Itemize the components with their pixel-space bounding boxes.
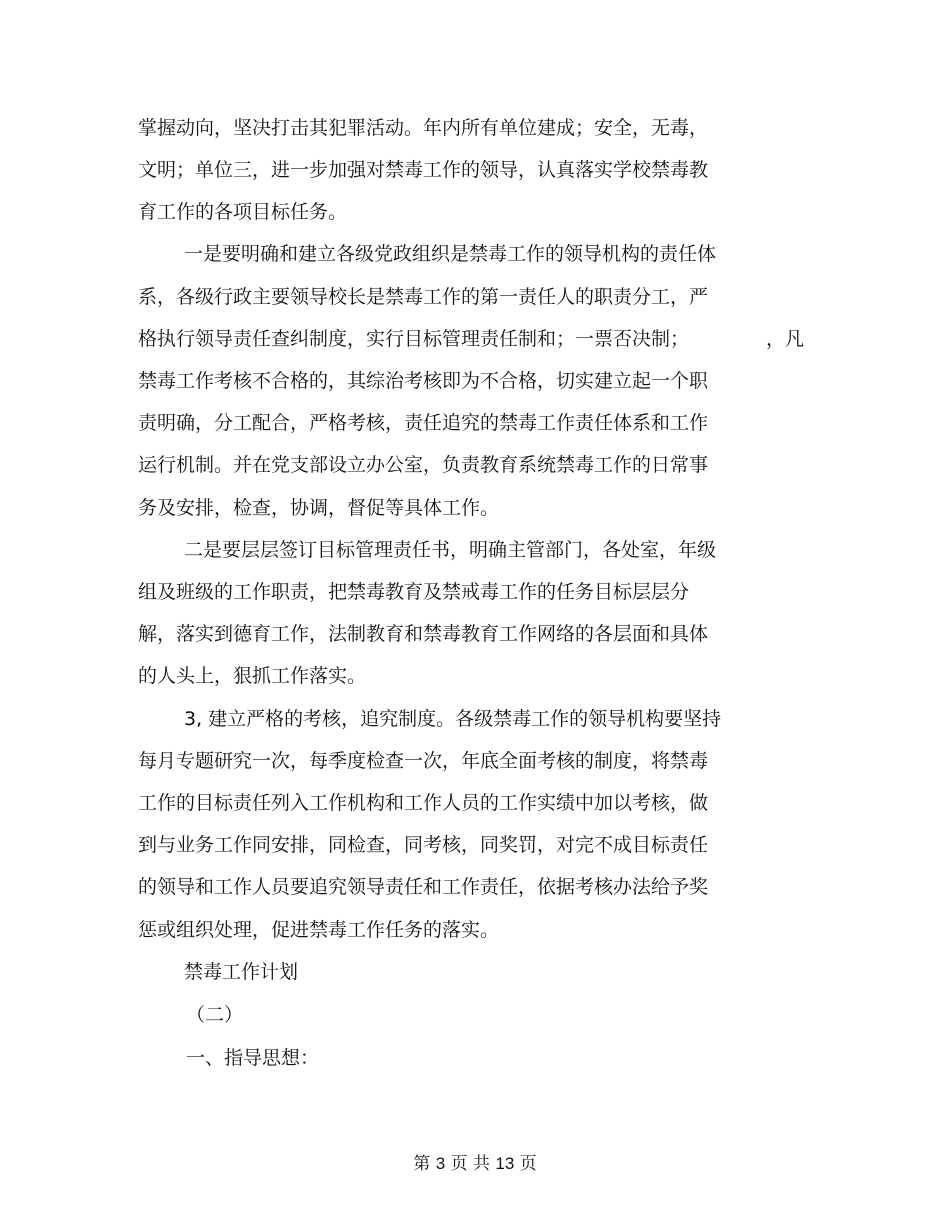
body-line: 务及安排，检查，协调，督促等具体工作。: [138, 497, 500, 519]
footer-page-number: 3: [435, 1154, 446, 1173]
paragraph-first-line: 一是要明确和建立各级党政组织是禁毒工作的领导机构的责任体: [184, 243, 717, 265]
footer-prefix: 第: [413, 1154, 431, 1174]
paragraph-first-line: 3, 建立严格的考核，追究制度。各级禁毒工作的领导机构要坚持: [184, 708, 722, 730]
body-line: 文明；单位三，进一步加强对禁毒工作的领导，认真落实学校禁毒教: [138, 159, 709, 181]
paragraph-first-line: 二是要层层签订目标管理责任书，明确主管部门，各处室，年级: [184, 539, 717, 561]
body-line: 到与业务工作同安排，同检查，同考核，同奖罚，对完不成目标责任: [138, 834, 709, 856]
section-title: 禁毒工作计划: [184, 961, 299, 983]
body-line: 工作的目标责任列入工作机构和工作人员的工作实绩中加以考核，做: [138, 792, 709, 814]
section-number: （二）: [186, 1004, 244, 1026]
body-line: 责明确，分工配合，严格考核，责任追究的禁毒工作责任体系和工作: [138, 412, 709, 434]
body-line: 惩或组织处理，促进禁毒工作任务的落实。: [138, 919, 500, 941]
body-line: 格执行领导责任查纠制度，实行目标管理责任制和；一票否决制；: [138, 328, 690, 350]
body-line: 每月专题研究一次，每季度检查一次，年底全面考核的制度，将禁毒: [138, 750, 709, 772]
footer-suffix: 页: [519, 1154, 537, 1174]
body-line: 的领导和工作人员要追究领导责任和工作责任，依据考核办法给予奖: [138, 876, 709, 898]
body-line: 系，各级行政主要领导校长是禁毒工作的第一责任人的职责分工，严: [138, 286, 709, 308]
page-footer: [0, 1153, 950, 1175]
body-line: 解，落实到德育工作，法制教育和禁毒教育工作网络的各层面和具体: [138, 623, 709, 645]
section-heading: 一、指导思想：: [186, 1047, 320, 1069]
footer-middle: 页 共: [450, 1154, 490, 1174]
body-line: 运行机制。并在党支部设立办公室，负责教育系统禁毒工作的日常事: [138, 454, 709, 476]
body-line-fragment: ，凡: [766, 328, 805, 350]
body-line: 育工作的各项目标任务。: [138, 201, 348, 223]
body-line: 掌握动向，坚决打击其犯罪活动。年内所有单位建成；安全，无毒，: [138, 117, 709, 139]
body-line: 组及班级的工作职责，把禁毒教育及禁戒毒工作的任务目标层层分: [138, 581, 690, 603]
footer-total-pages: 13: [495, 1154, 515, 1173]
body-line: 的人头上，狠抓工作落实。: [138, 665, 367, 687]
body-line: 禁毒工作考核不合格的，其综治考核即为不合格，切实建立起一个职: [138, 370, 709, 392]
